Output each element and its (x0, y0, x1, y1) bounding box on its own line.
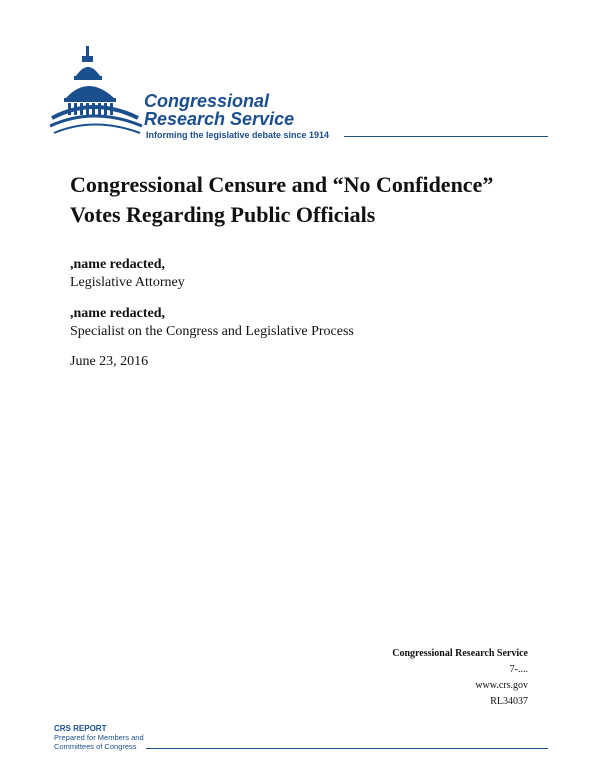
report-number: RL34037 (490, 696, 528, 707)
author-role: Specialist on the Congress and Legislative Process (70, 324, 354, 339)
document-title: Congressional Censure and “No Confidence” Votes Regarding Public Officials (70, 172, 494, 227)
logo-wordmark (144, 92, 294, 128)
footer (54, 724, 548, 754)
publisher-website: www.crs.gov (475, 680, 528, 691)
publisher-block (392, 646, 528, 710)
publication-date: June 23, 2016 (70, 354, 149, 369)
crs-logo (48, 40, 548, 150)
author-role: Legislative Attorney (70, 275, 185, 290)
author-block (70, 305, 540, 341)
footer-divider (146, 748, 548, 749)
author-name: ,name redacted, (70, 257, 165, 272)
logo-name-line1: Congressional (144, 91, 270, 111)
logo-tagline: Informing the legislative debate since 1914 (146, 130, 330, 140)
footer-line2: Committees of Congress (54, 742, 137, 751)
publisher-phone: 7-.... (509, 664, 528, 675)
author-name: ,name redacted, (70, 306, 165, 321)
logo-name-line2: Research Service (144, 109, 295, 129)
logo-divider (344, 136, 548, 137)
footer-line1: Prepared for Members and (54, 733, 144, 742)
capitol-dome-icon (48, 40, 148, 140)
publisher-name: Congressional Research Service (392, 648, 528, 659)
author-block (70, 256, 540, 292)
footer-label: CRS REPORT (54, 724, 107, 733)
